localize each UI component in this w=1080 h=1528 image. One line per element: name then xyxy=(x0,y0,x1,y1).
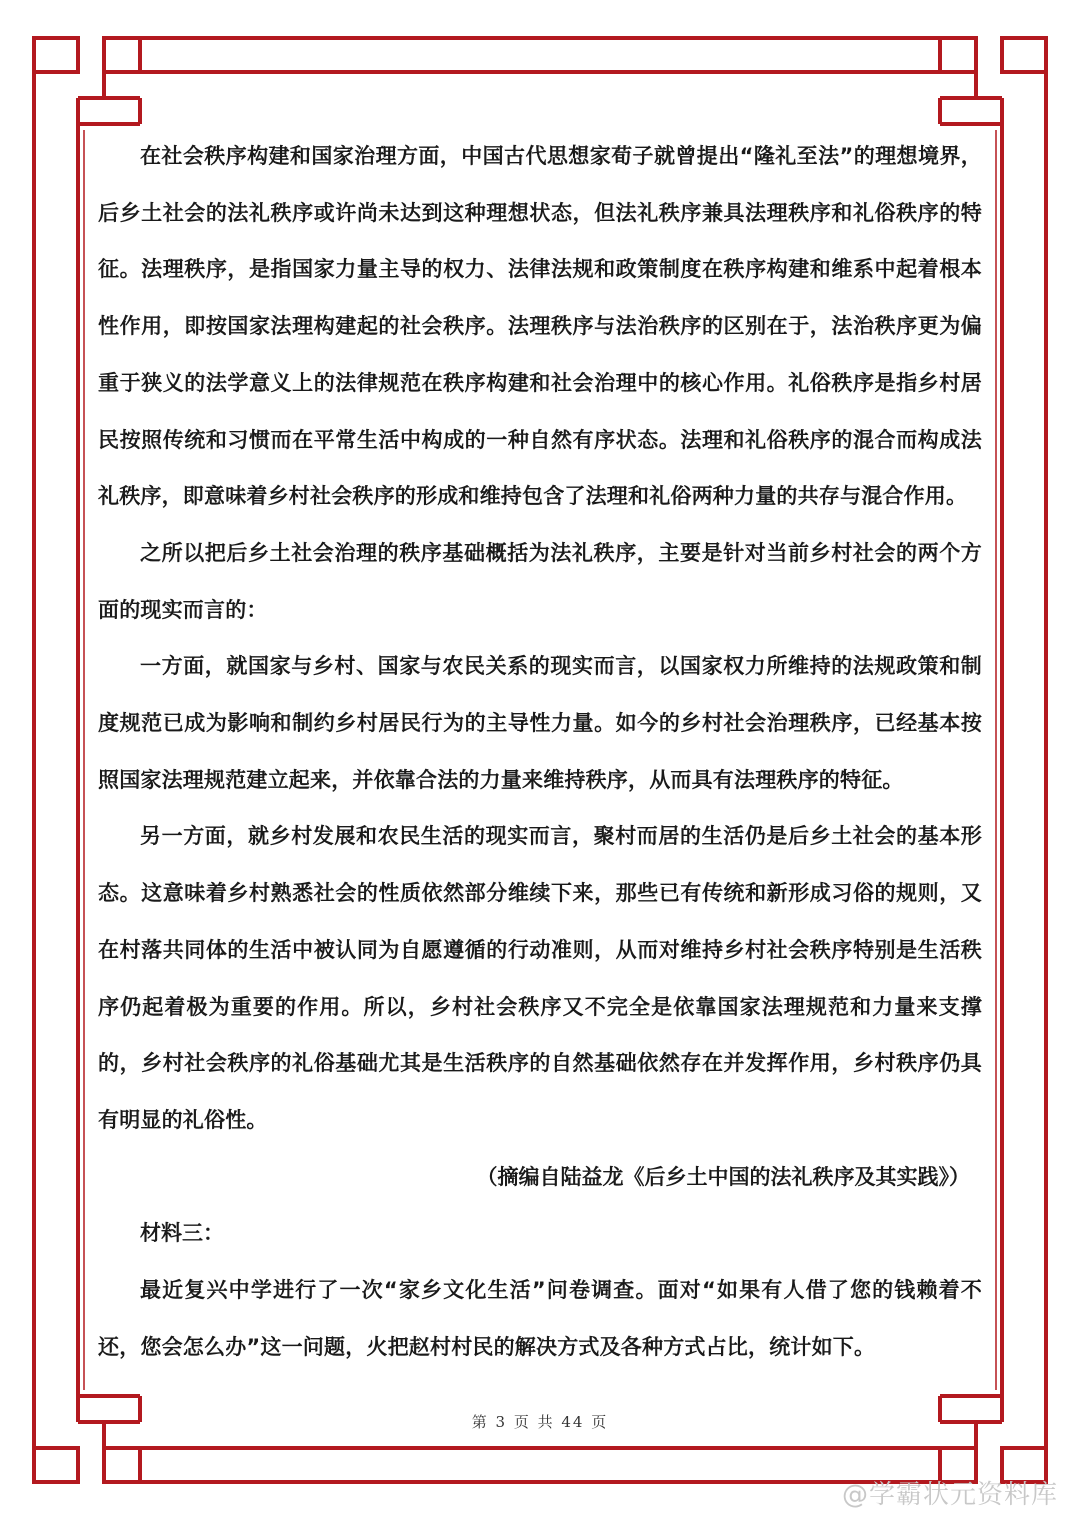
source-citation: （摘编自陆益龙《后乡土中国的法礼秩序及其实践》） xyxy=(476,1164,970,1189)
paragraph-3: 一方面，就国家与乡村、国家与农民关系的现实而言，以国家权力所维持的法规政策和制度规范已成为影响和制约乡村居民行为的主导性力量。如今的乡村社会治理秩序，已经基本按照国家法理规范建立起来，并依靠合法的力量来维持秩序，从而具有法理秩序的特征。 xyxy=(98,654,982,792)
page-footer: 第 3 页 共 44 页 xyxy=(471,1413,609,1431)
paragraph-2: 之所以把后乡土社会治理的秩序基础概括为法礼秩序，主要是针对当前乡村社会的两个方面的现实而言的： xyxy=(98,540,982,622)
watermark: @学霸状元资料库 xyxy=(841,1480,1058,1510)
material-heading: 材料三： xyxy=(140,1221,224,1246)
material-text: 最近复兴中学进行了一次“家乡文化生活”问卷调查。面对“如果有人借了您的钱赖着不还，您会怎么办”这一问题，火把赵村村民的解决方式及各种方式占比，统计如下。 xyxy=(98,1278,982,1359)
corner-ornament-top-left-outer xyxy=(34,38,78,72)
article-body xyxy=(98,128,982,1375)
paragraph-4: 另一方面，就乡村发展和农民生活的现实而言，聚村而居的生活仍是后乡土社会的基本形态。这意味着乡村熟悉社会的性质依然部分维续下来，那些已有传统和新形成习俗的规则，又在村落共同体的生活中被认同为自愿遵循的行动准则，从而对维持乡村社会秩序特别是生活秩序仍起着极为重要的作用。所以，乡村社会秩序又不完全是依靠国家法理规范和力量来支撑的，乡村社会秩序的礼俗基础尤其是生活秩序的自然基础依然存在并发挥作用，乡村秩序仍具有明显的礼俗性。 xyxy=(98,824,982,1132)
paragraph-1: 在社会秩序构建和国家治理方面，中国古代思想家荀子就曾提出“隆礼至法”的理想境界，后乡土社会的法礼秩序或许尚未达到这种理想状态，但法礼秩序兼具法理秩序和礼俗秩序的特征。法理秩序，是指国家力量主导的权力、法律法规和政策制度在秩序构建和维系中起着根本性作用，即按国家法理构建起的社会秩序。法理秩序与法治秩序的区别在于，法治秩序更为偏重于狭义的法学意义上的法律规范在秩序构建和社会治理中的核心作用。礼俗秩序是指乡村居民按照传统和习惯而在平常生活中构成的一种自然有序状态。法理和礼俗秩序的混合而构成法礼秩序，即意味着乡村社会秩序的形成和维持包含了法理和礼俗两种力量的共存与混合作用。 xyxy=(98,144,982,509)
